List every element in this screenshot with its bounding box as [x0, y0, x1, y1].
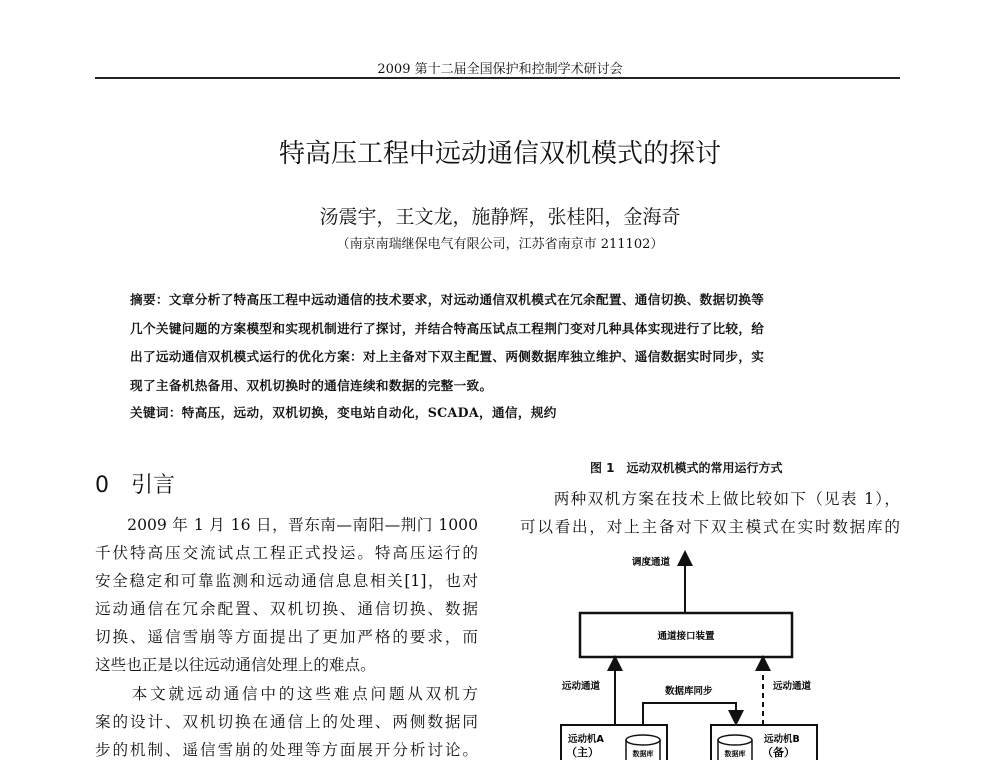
database-b-label: 数据库	[724, 750, 746, 758]
machine-a-label: 远动机A	[568, 734, 604, 745]
right-channel-label: 远动通道	[773, 681, 812, 692]
body-line: 案的设计、双机切换在通信上的处理、两侧数据同	[95, 713, 478, 731]
machine-a-role: （主）	[566, 746, 599, 759]
affiliation: （南京南瑞继保电气有限公司，江苏省南京市 211102）	[336, 237, 664, 252]
abstract-line: 几个关键问题的方案模型和实现机制进行了探讨，并结合特高压试点工程荆门变对几种具体实现进行了比较，给	[130, 321, 765, 336]
body-line: 千伏特高压交流试点工程正式投运。特高压运行的	[95, 544, 478, 562]
keywords: 关键词：特高压，远动，双机切换，变电站自动化，SCADA，通信，规约	[130, 405, 557, 420]
body-line: 2009 年 1 月 16 日，晋东南—南阳—荆门 1000	[95, 516, 478, 534]
body-line: 可以看出，对上主备对下双主模式在实时数据库的	[520, 518, 900, 536]
body-line: 两种双机方案在技术上做比较如下（见表 1），	[520, 490, 900, 508]
left-channel-label: 远动通道	[562, 681, 601, 692]
db-sync-label: 数据库同步	[665, 686, 713, 697]
body-line: 远动通信在冗余配置、双机切换、通信切换、数据	[95, 600, 478, 618]
body-line: 切换、遥信雪崩等方面提出了更加严格的要求，而	[95, 628, 478, 646]
db-sync-arrow	[643, 703, 736, 725]
body-line: 步的机制、遥信雪崩的处理等方面展开分析讨论。	[95, 741, 478, 759]
abstract-line: 摘要：文章分析了特高压工程中远动通信的技术要求，对远动通信双机模式在冗余配置、通信切换、数据切换等	[130, 292, 765, 307]
section-heading: 0 引言	[95, 473, 175, 498]
abstract-line: 现了主备机热备用、双机切换时的通信连续和数据的完整一致。	[130, 378, 493, 393]
body-line: 安全稳定和可靠监测和远动通信息息相关[1]，也对	[95, 572, 478, 590]
paper-title: 特高压工程中远动通信双机模式的探讨	[278, 139, 721, 169]
abstract-line: 出了远动通信双机模式运行的优化方案：对上主备对下双主配置、两侧数据库独立维护、遥信数据实时同步，实	[130, 349, 765, 364]
figure-caption: 图 1 远动双机模式的常用运行方式	[590, 461, 783, 475]
machine-b-role: （备）	[762, 746, 795, 759]
body-line: 这些也正是以往远动通信处理上的难点。	[95, 656, 376, 674]
running-header: 2009 第十二届全国保护和控制学术研讨会	[377, 62, 623, 77]
interface-device-label: 通道接口装置	[657, 631, 715, 642]
body-line: 本文就远动通信中的这些难点问题从双机方	[95, 685, 478, 703]
database-a-label: 数据库	[632, 750, 654, 758]
dispatch-channel-label: 调度通道	[632, 557, 671, 568]
machine-b-label: 远动机B	[764, 734, 800, 745]
authors: 汤震宇，王文龙，施静辉，张桂阳，金海奇	[319, 206, 681, 228]
